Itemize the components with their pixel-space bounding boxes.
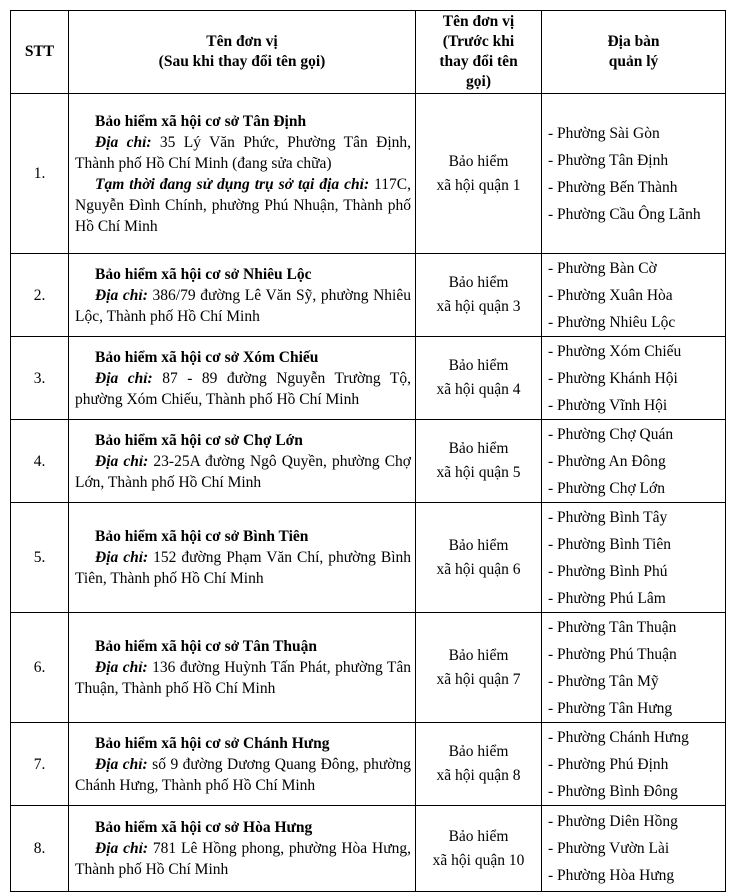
ward-list: [542, 254, 726, 337]
table-body: [11, 94, 726, 892]
old-unit-cell: Bảo hiểm xã hội quận 3: [416, 254, 542, 337]
header-old-name: Tên đơn vị (Trước khi thay đổi tên gọi): [416, 11, 542, 94]
table-row: [11, 503, 726, 613]
old-unit-cell: Bảo hiểm xã hội quận 4: [416, 337, 542, 420]
row-stt: 5.: [11, 503, 69, 613]
ward-item: - Phường Bình Đông: [548, 782, 678, 800]
ward-item: - Phường Phú Thuận: [548, 645, 677, 663]
ward-item: - Phường Xóm Chiếu: [548, 342, 682, 360]
header-stt: STT: [11, 11, 69, 94]
address-text: 35 Lý Văn Phức, Phường Tân Định, Thành phố Hồ Chí Minh (đang sửa chữa): [75, 133, 412, 172]
ward-item: - Phường Phú Định: [548, 755, 669, 773]
row-stt: 8.: [11, 806, 69, 892]
row-stt: 3.: [11, 337, 69, 420]
unit-cell: [69, 337, 416, 420]
ward-item: - Phường Cầu Ông Lãnh: [548, 205, 701, 223]
header-new-name: Tên đơn vị (Sau khi thay đổi tên gọi): [69, 11, 416, 94]
ward-item: - Phường Nhiêu Lộc: [548, 313, 676, 331]
old-unit-cell: Bảo hiểm xã hội quận 7: [416, 613, 542, 723]
address-text: số 9 đường Dương Quang Đông, phường Chánh Hưng, Thành phố Hồ Chí Minh: [75, 755, 411, 794]
address-label: Địa chỉ:: [95, 659, 148, 676]
units-table: [10, 10, 726, 892]
address-text: 386/79 đường Lê Văn Sỹ, phường Nhiêu Lộc, Thành phố Hồ Chí Minh: [75, 286, 411, 325]
table-row: [11, 94, 726, 254]
unit-cell: [69, 254, 416, 337]
unit-cell: [69, 806, 416, 892]
ward-list: [542, 806, 726, 892]
old-unit-cell: Bảo hiểm xã hội quận 8: [416, 723, 542, 806]
unit-address: [75, 838, 411, 880]
ward-item: - Phường Bình Phú: [548, 562, 668, 580]
unit-address: [75, 451, 411, 493]
row-stt: 4.: [11, 420, 69, 503]
ward-item: - Phường Xuân Hòa: [548, 286, 673, 304]
unit-name: Bảo hiểm xã hội cơ sở Tân Thuận: [95, 638, 318, 655]
address-label: Địa chỉ:: [95, 286, 148, 304]
row-stt: 2.: [11, 254, 69, 337]
table-row: [11, 806, 726, 892]
table-row: [11, 420, 726, 503]
table-row: [11, 723, 726, 806]
ward-item: - Phường Phú Lâm: [548, 589, 666, 607]
ward-list: [542, 337, 726, 420]
ward-item: - Phường Diên Hồng: [548, 813, 678, 830]
address-text: 781 Lê Hồng phong, phường Hòa Hưng, Thành phố Hồ Chí Minh: [75, 840, 411, 878]
address-text: 87 - 89 đường Nguyễn Trường Tộ, phường Xóm Chiếu, Thành phố Hồ Chí Minh: [75, 369, 411, 408]
ward-item: - Phường Vườn Lài: [548, 840, 670, 857]
address-label: Địa chỉ:: [95, 452, 149, 470]
table-row: [11, 613, 726, 723]
old-unit-cell: Bảo hiểm xã hội quận 5: [416, 420, 542, 503]
row-stt: 6.: [11, 613, 69, 723]
unit-cell: [69, 420, 416, 503]
address-label: Địa chỉ:: [95, 133, 152, 151]
ward-list: [542, 420, 726, 503]
row-stt: 1.: [11, 94, 69, 254]
ward-list: [542, 94, 726, 254]
ward-item: - Phường Chánh Hưng: [548, 728, 689, 746]
table-row: [11, 254, 726, 337]
ward-item: - Phường Tân Thuận: [548, 618, 677, 636]
ward-item: - Phường Bình Tiên: [548, 535, 671, 553]
unit-name: Bảo hiểm xã hội cơ sở Bình Tiên: [95, 528, 309, 545]
table-row: [11, 337, 726, 420]
header-area: Địa bàn quản lý: [542, 11, 726, 94]
temporary-address-text: 117C, Nguyễn Đình Chính, phường Phú Nhuận, Thành phố Hồ Chí Minh: [75, 175, 412, 235]
row-stt: 7.: [11, 723, 69, 806]
ward-item: - Phường Chợ Lớn: [548, 479, 665, 497]
unit-cell: [69, 613, 416, 723]
header-row: [11, 11, 726, 94]
address-label: Địa chỉ:: [95, 755, 148, 773]
ward-item: - Phường Vĩnh Hội: [548, 396, 668, 414]
unit-address: [75, 368, 411, 410]
ward-item: - Phường Bình Tây: [548, 508, 668, 526]
ward-list: [542, 503, 726, 613]
old-unit-cell: Bảo hiểm xã hội quận 10: [416, 806, 542, 892]
address-label: Địa chỉ:: [95, 840, 149, 857]
unit-address: [75, 657, 411, 699]
old-unit-cell: Bảo hiểm xã hội quận 1: [416, 94, 542, 254]
ward-item: - Phường Bến Thành: [548, 178, 678, 196]
unit-name: Bảo hiểm xã hội cơ sở Xóm Chiếu: [95, 348, 319, 366]
unit-address: [75, 547, 411, 589]
unit-address: [75, 754, 411, 796]
unit-address: [75, 132, 411, 174]
ward-item: - Phường Chợ Quán: [548, 425, 674, 443]
unit-cell: [69, 503, 416, 613]
unit-cell: [69, 94, 416, 254]
unit-name: Bảo hiểm xã hội cơ sở Hòa Hưng: [95, 819, 313, 836]
unit-cell: [69, 723, 416, 806]
ward-item: - Phường Tân Định: [548, 151, 669, 169]
old-unit-cell: Bảo hiểm xã hội quận 6: [416, 503, 542, 613]
ward-item: - Phường Tân Mỹ: [548, 672, 659, 690]
unit-name: Bảo hiểm xã hội cơ sở Tân Định: [95, 112, 307, 130]
address-label: Địa chỉ:: [95, 369, 153, 387]
address-text: 23-25A đường Ngô Quyền, phường Chợ Lớn, Thành phố Hồ Chí Minh: [75, 452, 411, 491]
ward-item: - Phường Bàn Cờ: [548, 259, 657, 277]
unit-name: Bảo hiểm xã hội cơ sở Chánh Hưng: [95, 734, 330, 752]
ward-item: - Phường Hòa Hưng: [548, 867, 675, 884]
temporary-address: [75, 174, 411, 237]
temporary-address-label: Tạm thời đang sử dụng trụ sở tại địa chỉ:: [95, 175, 370, 193]
address-text: 136 đường Huỳnh Tấn Phát, phường Tân Thuận, Thành phố Hồ Chí Minh: [75, 659, 411, 697]
ward-item: - Phường An Đông: [548, 452, 666, 470]
ward-item: - Phường Khánh Hội: [548, 369, 678, 387]
unit-name: Bảo hiểm xã hội cơ sở Nhiêu Lộc: [95, 265, 312, 283]
ward-list: [542, 723, 726, 806]
address-label: Địa chỉ:: [95, 549, 149, 566]
ward-list: [542, 613, 726, 723]
unit-name: Bảo hiểm xã hội cơ sở Chợ Lớn: [95, 431, 303, 449]
ward-item: - Phường Tân Hưng: [548, 699, 673, 717]
address-text: 152 đường Phạm Văn Chí, phường Bình Tiên, Thành phố Hồ Chí Minh: [75, 549, 411, 587]
unit-address: [75, 285, 411, 327]
ward-item: - Phường Sài Gòn: [548, 124, 660, 142]
